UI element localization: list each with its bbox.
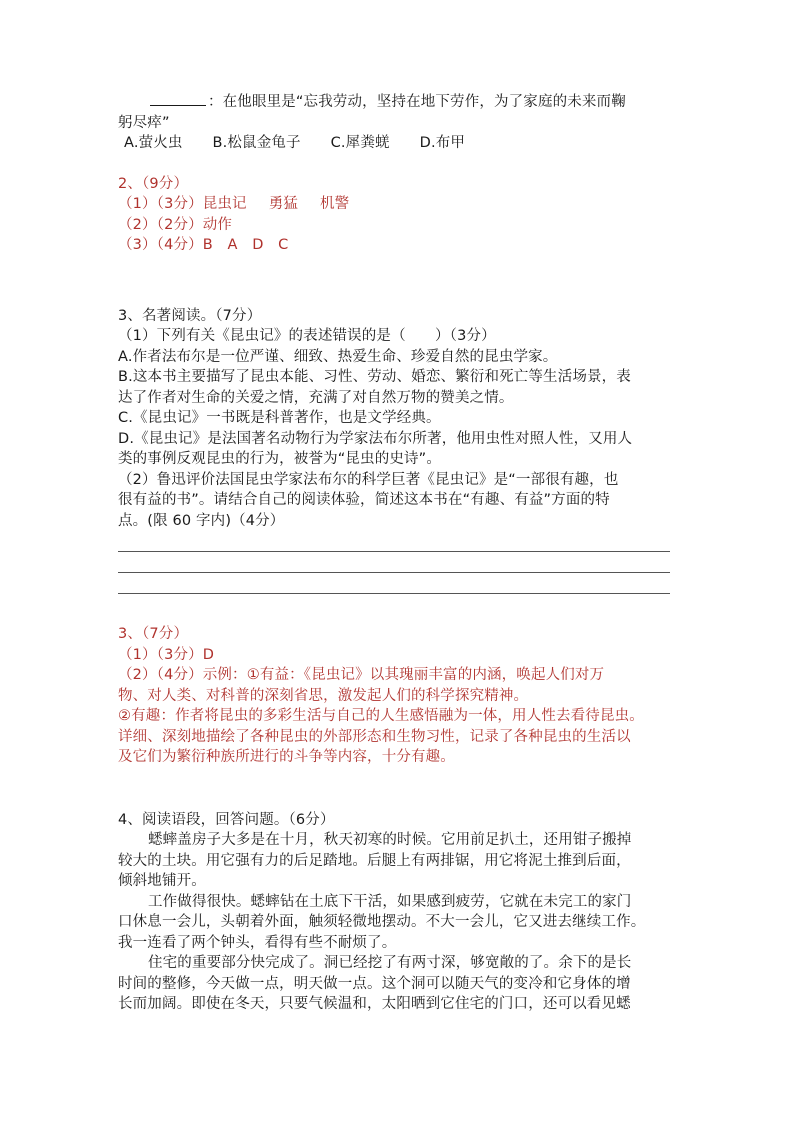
q3-answer-header: 3、（7分）: [118, 626, 189, 642]
q3-answer-2-line4: 详细、深刻地描绘了各种昆虫的外部形态和生物习性，记录了各种昆虫的生活以: [118, 728, 631, 745]
answer-line-2[interactable]: [118, 552, 670, 573]
option-a: A.萤火虫: [124, 135, 183, 151]
q4-p1-line3: 倾斜地铺开。: [118, 873, 206, 889]
q3-answer-2-line5: 及它们为繁衍种族所进行的斗争等内容，十分有趣。: [118, 749, 455, 765]
option-b: B.松鼠金龟子: [212, 135, 301, 151]
q3-answer-1: （1）（3分）D: [118, 646, 215, 663]
q3-sub1: （1）下列有关《昆虫记》的表述错误的是（ ）（3分）: [118, 328, 496, 344]
q4-header: 4、阅读语段，回答问题。（6分）: [118, 811, 335, 828]
q1-options: [118, 133, 678, 154]
q4-p3-line2: 时间的整修，今天做一点，明天做一点。这个洞可以随天气的变冷和它身体的增: [118, 975, 631, 992]
q3-option-a: A.作者法布尔是一位严谨、细致、热爱生命、珍爱自然的昆虫学家。: [118, 348, 558, 365]
q2-answer-1: （1）（3分）昆虫记 勇猛 机警: [118, 196, 350, 212]
q4-p1-line1: 蟋蟀盖房子大多是在十月，秋天初寒的时候。它用前足扒土，还用钳子搬掉: [148, 832, 632, 848]
q4-p2-line2: 口休息一会儿，头朝着外面，触须轻微地摆动。不大一会儿，它又进去继续工作。: [118, 914, 646, 930]
q2-answer-3: （3）（4分）B A D C: [118, 237, 289, 253]
answer-line-3[interactable]: [118, 573, 670, 594]
option-d: D.布甲: [419, 135, 465, 151]
q3-option-d-line2: 类的事例反观昆虫的行为，被誉为“昆虫的史诗”。: [118, 451, 441, 467]
q3-sub2-line2: 很有益的书”。请结合自己的阅读体验，简述这本书在“有趣、有益”方面的特: [118, 492, 610, 508]
q4-p1-line2: 较大的土块。用它强有力的后足踏地。后腿上有两排锯，用它将泥土推到后面，: [118, 852, 631, 869]
answer-blank[interactable]: [150, 92, 206, 106]
q4-p2-line1: 工作做得很快。蟋蟀钻在土底下干活，如果感到疲劳，它就在未完工的家门: [148, 893, 632, 910]
q3-answer-2-line3: ②有趣：作者将昆虫的多彩生活与自己的人生感悟融为一体，用人性去看待昆虫。: [118, 708, 644, 724]
q1-statement: [118, 92, 678, 113]
document-page: [118, 92, 678, 1015]
q1-statement-text: ：在他眼里是“忘我劳动，坚持在地下劳作，为了家庭的未来而鞠: [208, 94, 626, 110]
q3-sub2-line1: （2）鲁迅评价法国昆虫学家法布尔的科学巨著《昆虫记》是“一部很有趣，也: [118, 471, 619, 488]
q3-option-b-line1: B.这本书主要描写了昆虫本能、习性、劳动、婚恋、繁衍和死亡等生活场景，表: [118, 369, 631, 385]
q3-option-b-line2: 达了作者对生命的关爱之情，充满了对自然万物的赞美之情。: [118, 389, 514, 406]
q3-option-c: C.《昆虫记》一书既是科普著作，也是文学经典。: [118, 410, 441, 426]
q4-p3-line1: 住宅的重要部分快完成了。洞已经挖了有两寸深，够宽敞的了。余下的是长: [148, 955, 632, 971]
q3-header: 3、名著阅读。（7分）: [118, 307, 262, 324]
q3-answer-2-line2: 物、对人类、对科普的深刻省思，激发起人们的科学探究精神。: [118, 687, 529, 704]
q4-p3-line3: 长而加阔。即使在冬天，只要气候温和，太阳晒到它住宅的门口，还可以看见蟋: [118, 996, 631, 1012]
answer-line-1[interactable]: [118, 531, 670, 552]
q3-sub2-line3: 点。(限 60 字内)（4分）: [118, 512, 285, 529]
q2-answer-header: 2、（9分）: [118, 175, 189, 192]
option-c: C.犀粪蜣: [330, 135, 390, 151]
q3-option-d-line1: D.《昆虫记》是法国著名动物行为学家法布尔所著，他用虫性对照人性，又用人: [118, 430, 633, 447]
q3-answer-2-line1: （2）（4分）示例：①有益：《昆虫记》以其瑰丽丰富的内涵，唤起人们对万: [118, 667, 605, 683]
q1-statement-continuation: 躬尽瘁”: [118, 114, 170, 131]
q2-answer-2: （2）（2分）动作: [118, 216, 233, 233]
q4-p2-line3: 我一连看了两个钟头，看得有些不耐烦了。: [118, 934, 397, 951]
